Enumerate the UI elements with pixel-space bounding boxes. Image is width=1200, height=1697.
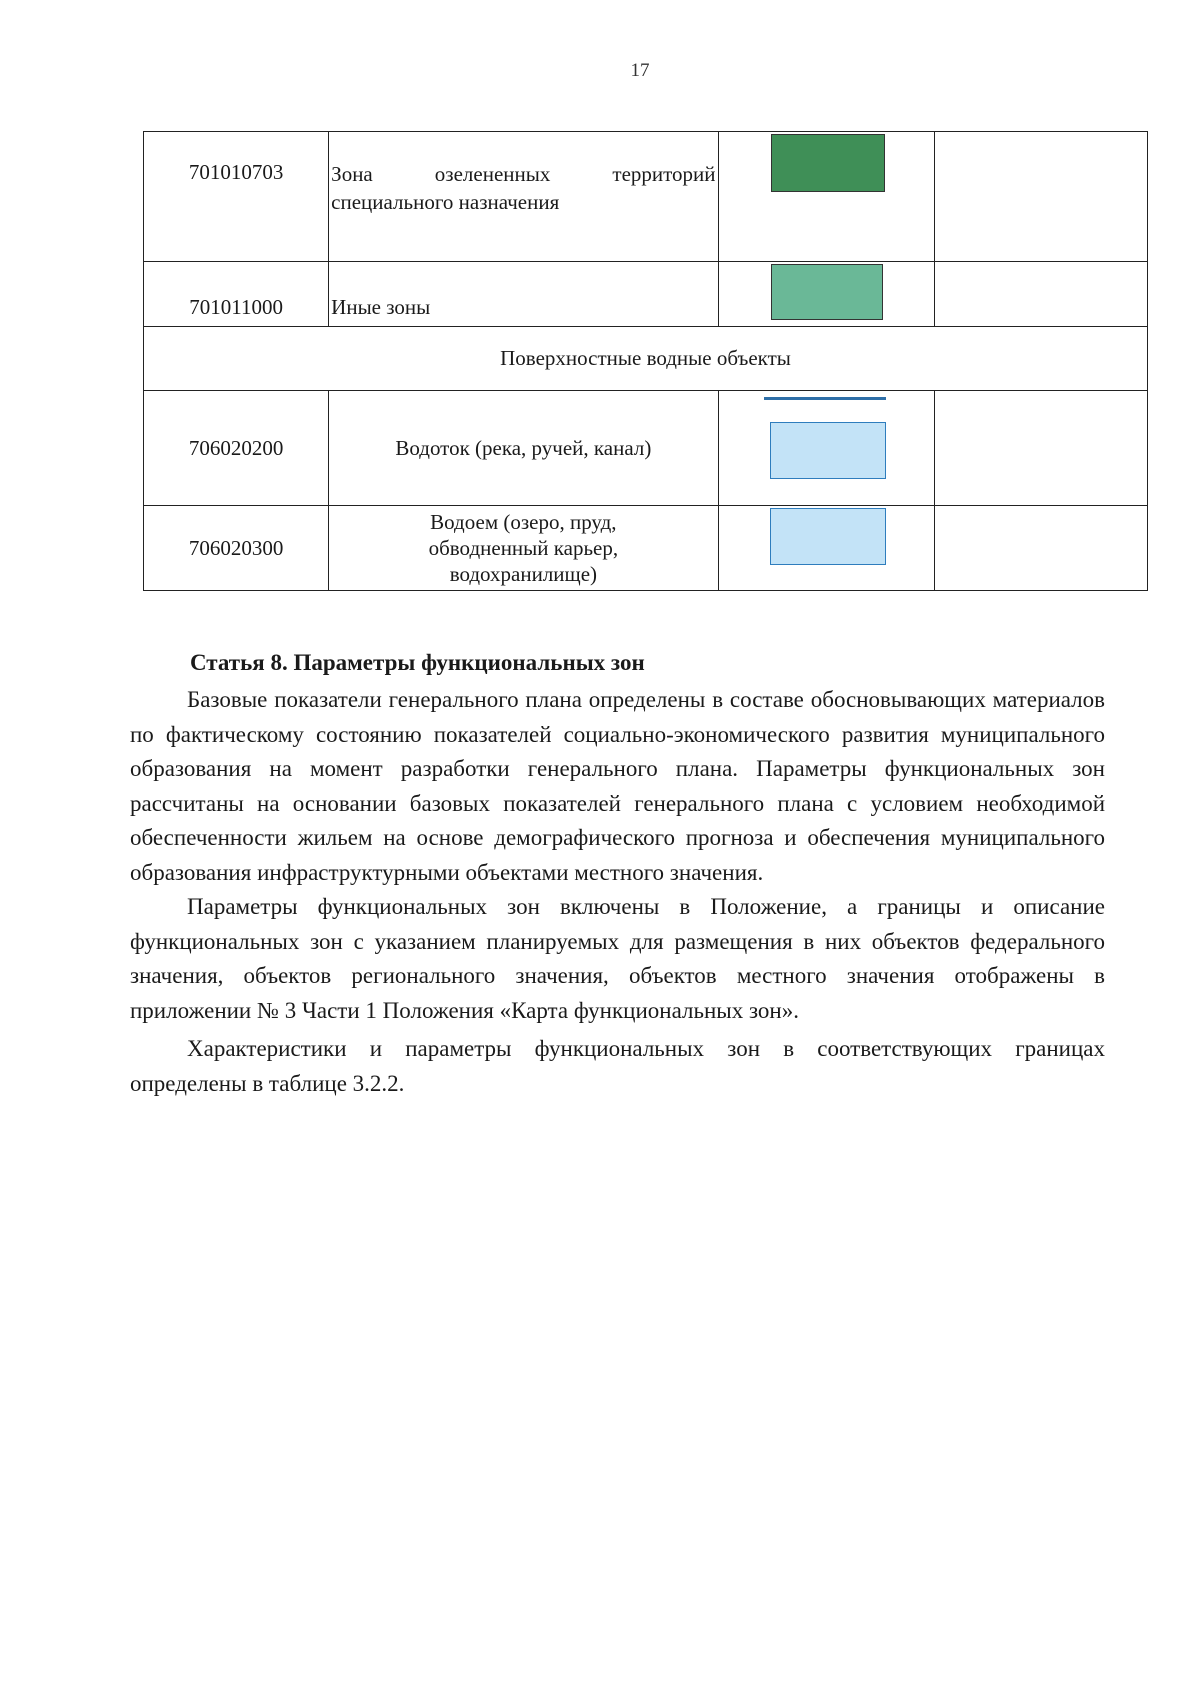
zone-code-cell <box>144 262 329 327</box>
teal-swatch <box>771 264 883 320</box>
zone-code: 701010703 <box>188 160 284 184</box>
table-row <box>144 391 1148 506</box>
table-row <box>144 327 1148 391</box>
zone-name-cell <box>329 132 718 262</box>
section-title: Поверхностные водные объекты <box>500 346 791 370</box>
section-title-cell <box>144 327 1148 391</box>
zone-name-cell <box>329 262 718 327</box>
paragraph: Характеристики и параметры функциональных зон в соответствующих границах определены в таблице 3.2.2. <box>130 1036 1105 1096</box>
empty-cell <box>934 391 1147 506</box>
functional-zones-legend-table <box>143 131 1148 591</box>
paragraph: Параметры функциональных зон включены в Положение, а границы и описание функциональных зон с указанием планируемых для размещения в них объектов федерального значения, объектов регионального значения, объектов местного значения отображены в приложении № 3 Части 1 Положения «Карта функциональных зон». <box>130 894 1105 1023</box>
zone-name: Зона озелененных территорий специального назначения <box>331 162 716 214</box>
zone-name: Иные зоны <box>331 295 431 319</box>
zone-symbol-cell <box>718 506 934 591</box>
zone-name-cell <box>329 506 718 591</box>
paragraph: Базовые показатели генерального плана определены в составе обосновывающих материалов по фактическому состоянию показателей социально-экономического развития муниципального образования на момент разработки генерального плана. Параметры функциональных зон рассчитаны на основании базовых показателей генерального плана с условием необходимой обеспеченности жильем на основе демографического прогноза и обеспечения муниципального образования инфраструктурными объектами местного значения. <box>130 687 1105 885</box>
zone-code-cell <box>144 132 329 262</box>
empty-cell <box>934 506 1147 591</box>
page-number: 17 <box>630 60 650 81</box>
watercourse-line-icon <box>764 397 886 400</box>
water-body-swatch <box>770 508 886 565</box>
empty-cell <box>934 262 1147 327</box>
zone-code-cell <box>144 506 329 591</box>
table-row <box>144 506 1148 591</box>
zone-code: 706020200 <box>188 435 284 460</box>
article-heading: Статья 8. Параметры функциональных зон <box>190 650 645 675</box>
zone-code: 706020300 <box>188 535 284 560</box>
zone-code: 701011000 <box>189 295 283 319</box>
table-row <box>144 262 1148 327</box>
zone-name: Водоем (озеро, пруд, обводненный карьер, водохранилище) <box>428 510 619 586</box>
empty-cell <box>934 132 1147 262</box>
article-body <box>130 683 1105 1101</box>
zone-code-cell <box>144 391 329 506</box>
dark-green-swatch <box>771 134 885 192</box>
zone-symbol-cell <box>718 391 934 506</box>
table-row <box>144 132 1148 262</box>
zone-name-cell <box>329 391 718 506</box>
zone-symbol-cell <box>718 262 934 327</box>
watercourse-swatch <box>770 422 886 479</box>
zone-symbol-cell <box>718 132 934 262</box>
zone-name: Водоток (река, ручей, канал) <box>395 436 652 460</box>
